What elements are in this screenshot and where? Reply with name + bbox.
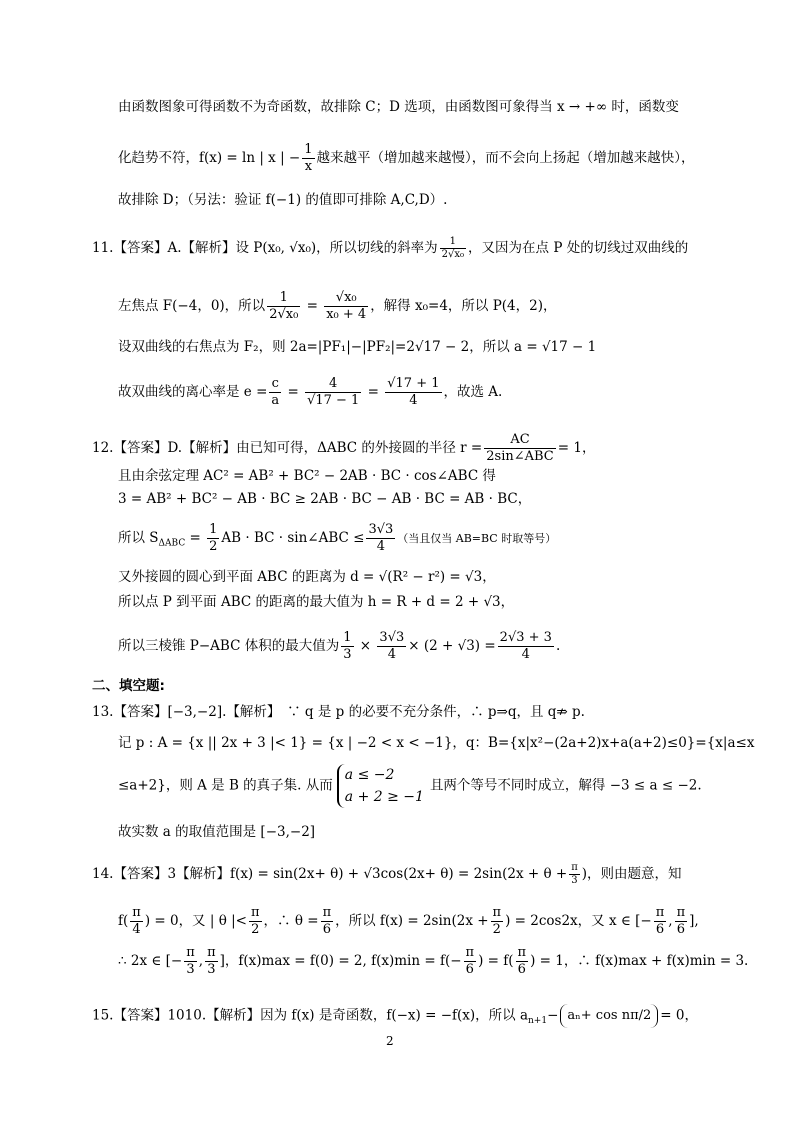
q11-line-4: 故双曲线的离心率是 e = $\frac{c}{a}$ = $\frac{4}{√17 - 1}$ = $\frac{√17 + 1}{4}$ ，故选 A. xyxy=(118,376,503,408)
q12-line-7: 所以三棱锥 P−ABC 体积的最大值为 $\frac{1}{3}$ × $\frac{3√3}{4}$ × (2 + √3) = $\frac{2√3 + 3}{4}$ . xyxy=(118,630,561,662)
fraction: $\frac{2√3 + 3}{4}$ xyxy=(499,630,552,662)
q12-line-5: 又外接圆的圆心到平面 ABC 的距离为 d = √(R² − r²) = √3， xyxy=(118,569,496,585)
fraction: $\frac{1}{x}$ xyxy=(304,142,313,174)
q12-line-2: 且由余弦定理 AC² = AB² + BC² − 2AB · BC · cos∠ABC 得 xyxy=(118,468,496,484)
q11-line-3: 设双曲线的右焦点为 F₂，则 2a=|PF₁|−|PF₂|=2√17 − 2，所以 a = √17 − 1 xyxy=(118,339,597,355)
fraction: $\frac{\pi}{3}$ xyxy=(207,945,216,977)
q12-line-6: 所以点 P 到平面 ABC 的距离的最大值为 h = R + d = 2 + √3， xyxy=(118,594,515,610)
q11-line-1: 11.【答案】A.【解析】设 P(x₀, √x₀)，所以切线的斜率为 $\frac{1}{\text{2√x₀}}$ ，又因为在点 P 处的切线过双曲线的 xyxy=(92,236,689,260)
fraction: $\frac{4}{√17 - 1}$ xyxy=(307,376,360,408)
q11-line-2: 左焦点 F(−4，0)，所以 $\frac{1}{\text{2√x₀}}$ = $\frac{\text{√x₀}}{\text{x₀ + 4}}$ ，解得 x₀=4，所以 P(4，2)， xyxy=(118,290,557,322)
section-heading: 二、填空题: xyxy=(92,678,165,694)
fraction: $\frac{1}{3}$ xyxy=(343,630,352,662)
q15-line-1: 15.【答案】1010.【解析】因为 f(x) 是奇函数，f(−x) = −f(x)，所以 $a_{n+1}- a_n+ \cos n\pi/2 = 0$， xyxy=(92,1004,698,1031)
fraction: $\frac{AC}{\text{2sin∠ABC}}$ xyxy=(486,432,554,464)
fraction: $\frac{1}{\text{2√x₀}}$ xyxy=(441,236,465,260)
fraction: $\frac{\pi}{6}$ xyxy=(517,945,527,977)
inequality-system: a ≤ −2 a + 2 ≥ −1 xyxy=(337,764,424,808)
fraction: $\frac{c}{a}$ xyxy=(271,376,280,408)
q13-line-3: ≤a+2}，则 A 是 B 的真子集. 从而 a ≤ −2 a + 2 ≥ −1 且两个等号不同时成立，解得 −3 ≤ a ≤ −2. xyxy=(118,764,702,808)
q13-line-2: 记 p : A = {x || 2x + 3 |< 1} = {x | −2 < x < −1}，q：B={x|x²−(2a+2)x+a(a+2)≤0}={x|a≤x xyxy=(118,735,755,751)
fraction: $\frac{1}{2}$ xyxy=(209,522,218,554)
q14-line-2: f( $\frac{\pi}{4}$ ) = 0，又 | θ |< $\frac{\pi}{2}$ ，∴ θ = $\frac{\pi}{6}$ ，所以 f(x) = 2sin(2x + $\frac{\pi}{2}$ ) = 2cos2x，又 x ∈ [− $\frac{\pi}{6}$ , $\frac{\pi}{6}$ ], xyxy=(118,905,699,937)
fraction: $\frac{\pi}{2}$ xyxy=(492,905,502,937)
q12-line-4: 所以 $S_{\Delta ABC}$ = $\frac{1}{2}$ AB · BC · sin∠ABC ≤ $\frac{3√3}{4}$ （当且仅当 AB=BC 时取等号） xyxy=(118,522,557,554)
line-1: 由函数图象可得函数不为奇函数，故排除 C；D 选项，由函数图可象得当 x → +∞ 时，函数变 xyxy=(118,99,679,115)
q12-line-3: 3 = AB² + BC² − AB · BC ≥ 2AB · BC − AB · BC = AB · BC， xyxy=(118,491,532,507)
fraction: $\frac{√17 + 1}{4}$ xyxy=(387,376,440,408)
fraction: $\frac{3√3}{4}$ xyxy=(368,522,394,554)
page-number: 2 xyxy=(386,1034,394,1048)
fraction: $\frac{\pi}{6}$ xyxy=(676,905,686,937)
fraction: $\frac{1}{\text{2√x₀}}$ xyxy=(269,290,299,322)
fraction: $\frac{\pi}{3}$ xyxy=(571,862,578,886)
parenthesized-term: aₙ+ cos nπ/2 xyxy=(560,1004,658,1028)
line-3: 故排除 D；（另法：验证 f(−1) 的值即可排除 A,C,D）. xyxy=(118,192,448,208)
fraction: $\frac{\pi}{2}$ xyxy=(250,905,260,937)
fraction: $\frac{\pi}{6}$ xyxy=(655,905,665,937)
q12-line-1: 12.【答案】D.【解析】由已知可得，ΔABC 的外接圆的半径 r = $\frac{AC}{\text{2sin∠ABC}}$ = 1， xyxy=(92,432,596,464)
fraction: $\frac{3√3}{4}$ xyxy=(379,630,405,662)
fraction: $\frac{\text{√x₀}}{\text{x₀ + 4}}$ xyxy=(326,290,367,322)
q14-line-1: 14.【答案】3【解析】f(x) = sin(2x+ θ) + √3cos(2x+ θ) = 2sin(2x + θ + $\frac{\pi}{3}$ )，则由题意，知 xyxy=(92,862,682,886)
fraction: $\frac{\pi}{6}$ xyxy=(465,945,475,977)
q13-line-1: 13.【答案】[−3,−2].【解析】 ∵ q 是 p 的必要不充分条件，∴ p⇒q，且 q⇏ p. xyxy=(92,704,585,720)
fraction: $\frac{\pi}{6}$ xyxy=(322,905,332,937)
q13-line-4: 故实数 a 的取值范围是 [−3,−2] xyxy=(118,824,316,840)
fraction: $\frac{\pi}{3}$ xyxy=(186,945,195,977)
q14-line-3: ∴ 2x ∈ [− $\frac{\pi}{3}$ , $\frac{\pi}{3}$ ]，f(x)max = f(0) = 2, f(x)min = f(− $\frac{\pi}{6}$ ) = f( $\frac{\pi}{6}$ ) = 1，∴ f(x)max + f(x)min = 3. xyxy=(118,945,749,977)
fraction: $\frac{\pi}{4}$ xyxy=(132,905,141,937)
line-2: 化趋势不符，f(x) = ln | x | − $\frac{1}{x}$ 越来越平（增加越来越慢），而不会向上扬起（增加越来越快）， xyxy=(118,142,695,174)
